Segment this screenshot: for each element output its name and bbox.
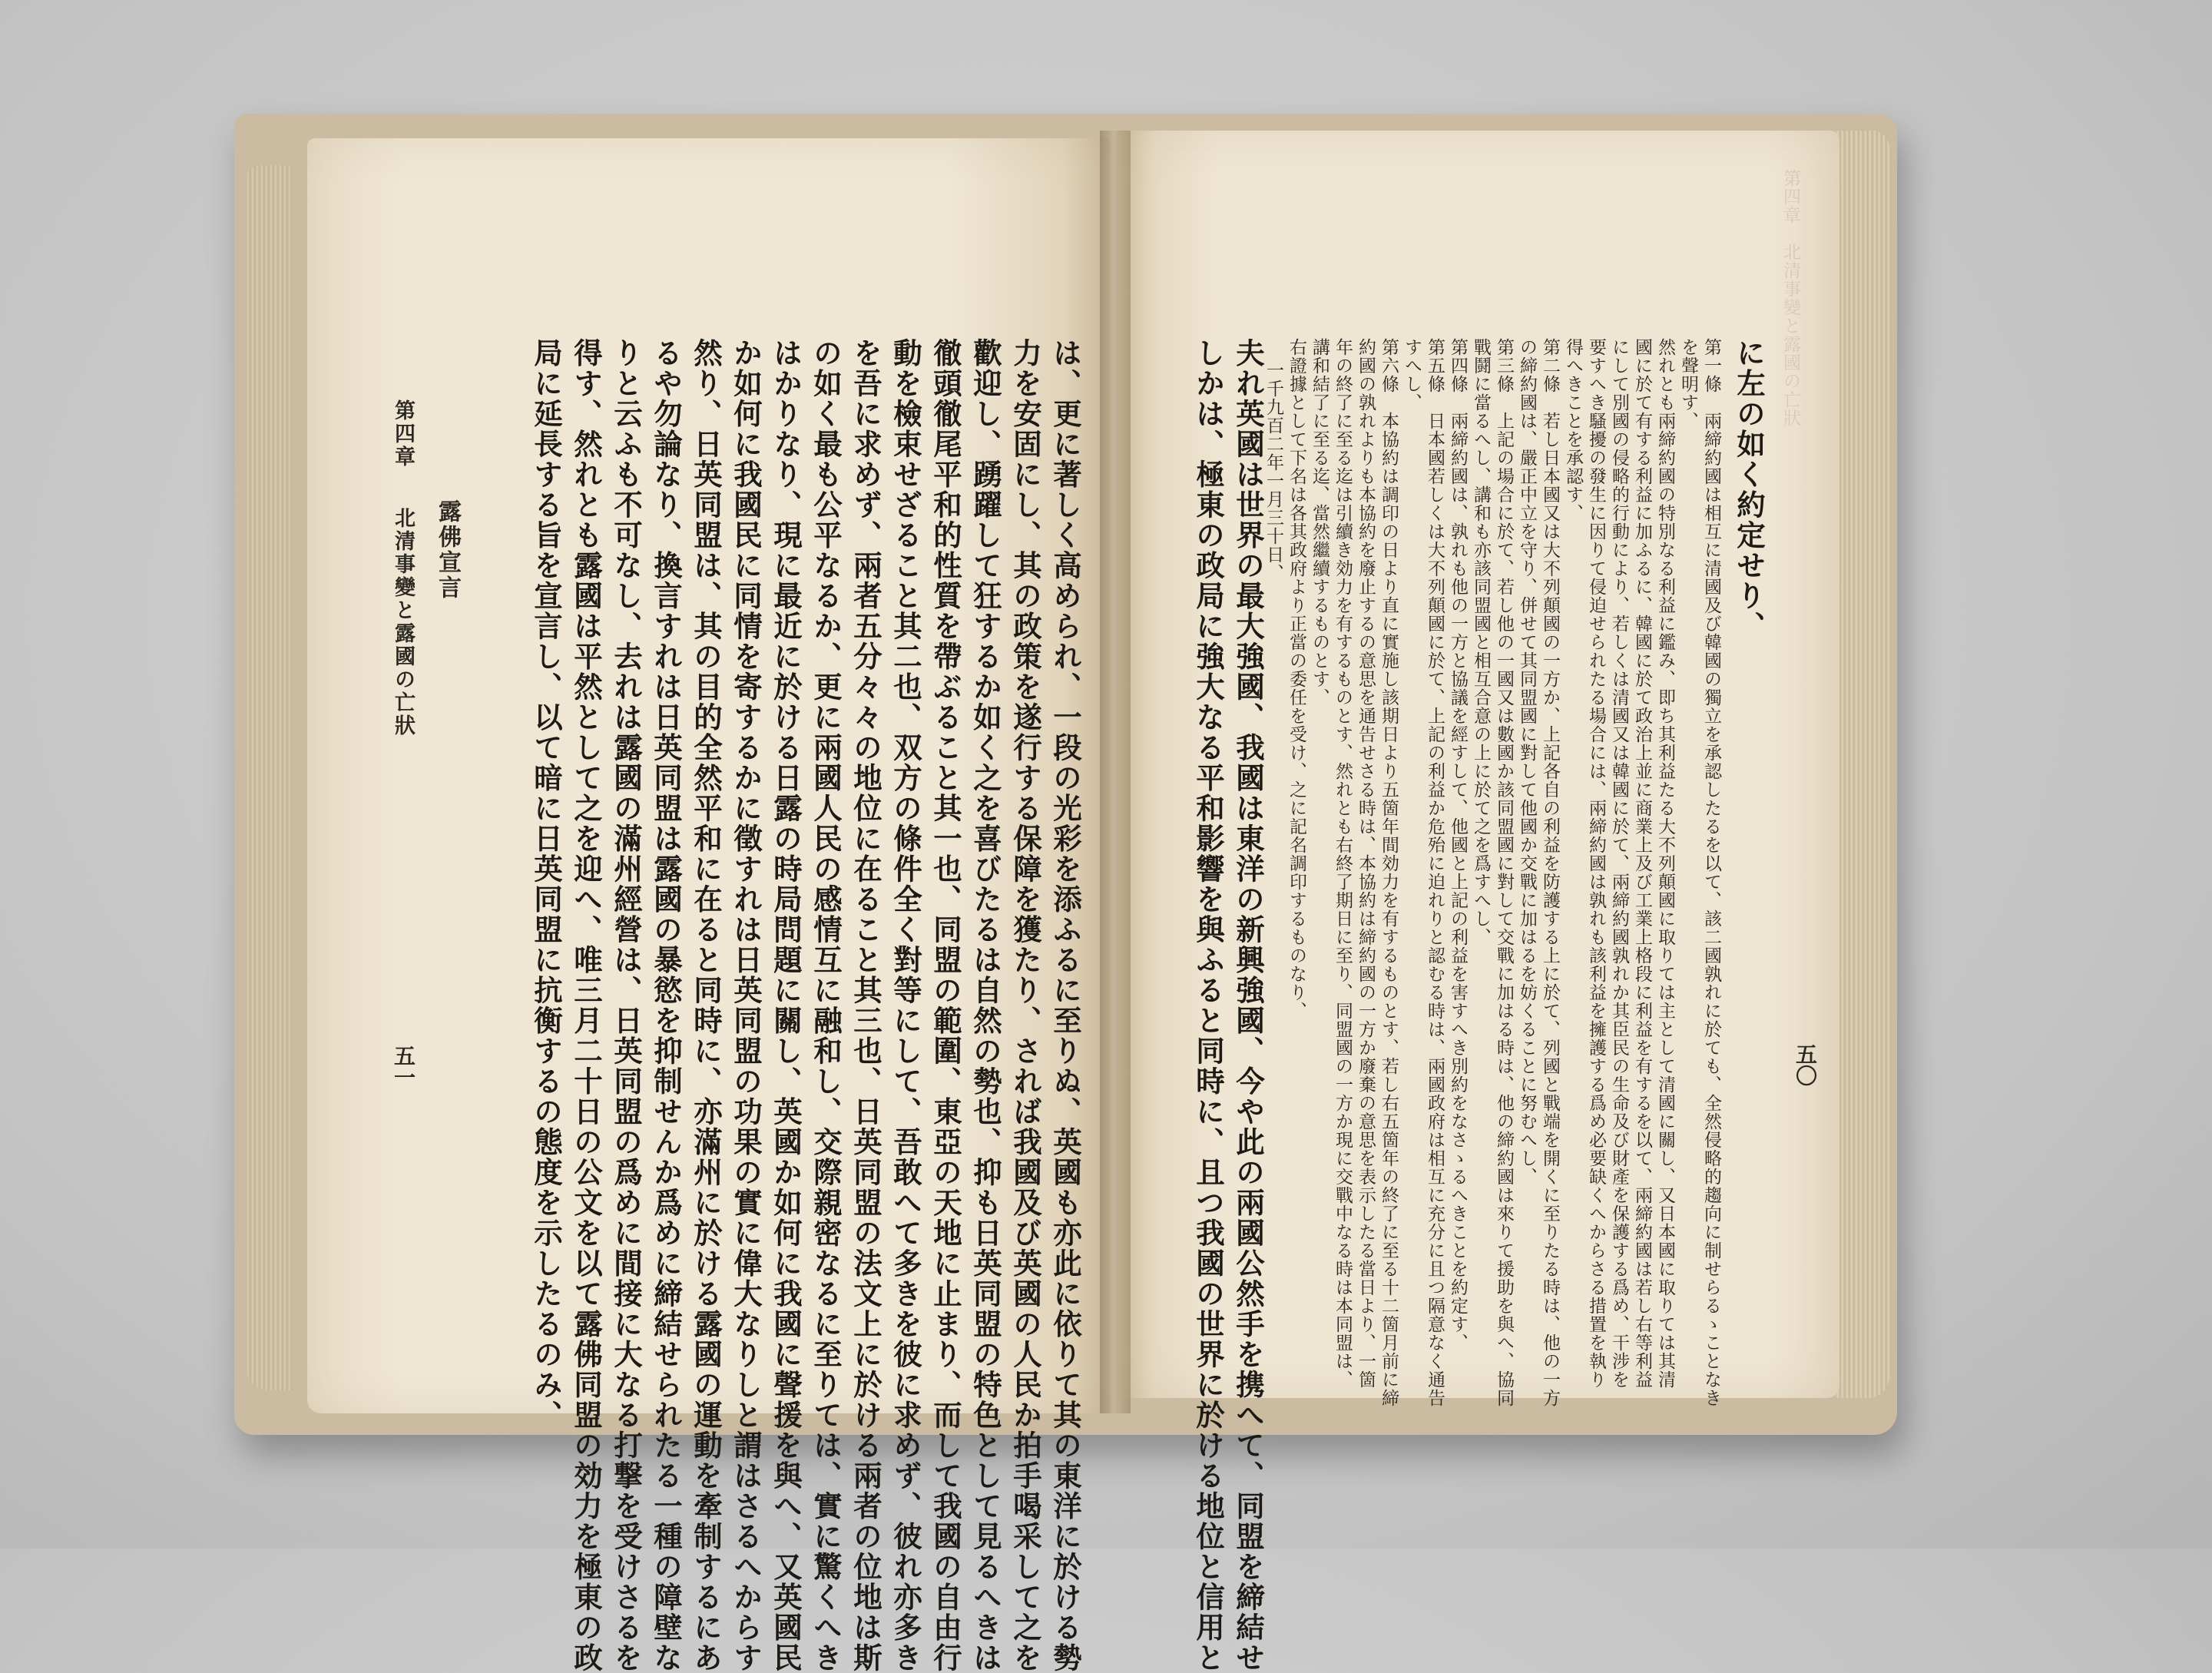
right-treaty-column: 國に於て有する利益に加ふるに、韓國に於て政治上並に商業上及び工業上格段に利益を有するを以て、兩締約國は若し右等利益 [1632,338,1652,1389]
right-treaty-column: 第二條 若し日本國又は大不列顛國の一方か、上記各自の利益を防護する上に於て、列國と戰端を開くに至りたる時は、他の一方 [1540,338,1560,1407]
left-body-column: 歡迎し、踴躍して狂するか如く之を喜びたるは自然の勢也、抑も日英同盟の特色として見るへきは [969,338,1002,1673]
left-body-column: 然り、日英同盟は、其の目的全然平和に在ると同時に、亦滿州に於ける露國の運動を牽制するにあ [689,338,723,1673]
left-section-title: 露佛宣言 [434,499,461,601]
right-treaty-column: 第五條 日本國若しくは大不列顛國に於て、上記の利益か危殆に迫れりと認むる時は、兩國政府は相互に充分に且つ隔意なく通告 [1425,338,1445,1407]
right-page-number: 五〇 [1793,1043,1818,1086]
right-treaty-column: 約國の孰れよりも本協約を廢止するの意思を通告せさる時は、本協約は締約國の一方か廢棄の意思を表示したる當日より、一箇 [1356,338,1376,1389]
right-treaty-column: 講和結了に至る迄、當然繼續するものとす、 [1310,338,1330,707]
left-running-header-chapter: 第四章 [391,399,415,469]
right-treaty-column: 第三條 上記の場合に於て、若し他の一國又は數國か該同盟國に對して交戰に加はる時は、他の締約國は來りて援助を與へ、協同 [1494,338,1514,1407]
left-page-edges [246,165,292,1390]
left-body-column: りと云ふも不可なし、去れは露國の滿州經營は、日英同盟の爲めに間接に大なる打撃を受けさるを [609,338,643,1673]
left-body-column: 局に延長する旨を宣言し、以て暗に日英同盟に抗衡するの態度を示したるのみ、 [529,338,563,1430]
right-treaty-column: 年の終了に至る迄は引續き効力を有するものとす、然れとも右終了期日に至り、同盟國の一方か現に交戰中なる時は本同盟は、 [1333,338,1353,1389]
right-treaty-date: 一千九百二年一月三十日、 [1263,361,1283,582]
right-treaty-column: 得へきことを承認す、 [1563,338,1583,522]
right-treaty-column: 戰鬪に當るへし、講和も亦該同盟國と相互合意の上に於て之を爲すへし、 [1471,338,1491,946]
right-body-column: 夫れ英國は世界の最大強國、我國は東洋の新興強國、今や此の兩國公然手を携へて、同盟を締結せ [1231,338,1265,1673]
right-treaty-column: を聲明す、 [1678,338,1698,430]
right-treaty-column: にして別國の侵略的行動により、若しくは清國又は韓國に於て、兩締約國孰れか其臣民の生命及び財產を保護する爲め、干涉を [1609,338,1629,1389]
right-treaty-column: 第六條 本協約は調印の日より直に實施し該期日より五箇年間効力を有するものとす、若し右五箇年の終了に至る十二箇月前に締 [1379,338,1399,1407]
left-body-column: の如く最も公平なるか、更に兩國人民の感情互に融和し、交際親密なるに至りては、實に驚くへき [809,338,843,1673]
right-body-column: しかは、極東の政局に強大なる平和影響を與ふると同時に、且つ我國の世界に於ける地位と信用と [1191,338,1225,1673]
left-body-column: を吾に求めず、兩者五分々々の地位に在ること其三也、日英同盟の法文上に於ける兩者の位地は斯 [849,338,882,1673]
book-gutter [1100,131,1131,1413]
left-body-column: は、更に著しく高められ、一段の光彩を添ふるに至りぬ、英國も亦此に依りて其の東洋に於ける勢 [1048,338,1082,1673]
right-treaty-column: 第一條 兩締約國は相互に清國及び韓國の獨立を承認したるを以て、該二國孰れに於ても、全然侵略的趨向に制せらるゝことなき [1701,338,1721,1407]
right-treaty-column: 然れとも兩締約國の特別なる利益に鑑み、即ち其利益たる大不列顛國に取りては主として清國に關し、又日本國に取りては其清 [1655,338,1675,1389]
left-body-column: 力を安固にし、其の政策を遂行する保障を獲たり、されば我國及び英國の人民か拍手喝采して之を [1008,338,1042,1673]
right-page-edges [1836,131,1889,1398]
left-body-column: るや勿論なり、換言すれは日英同盟は露國の暴慾を抑制せんか爲めに締結せられたる一種の障壁な [649,338,683,1673]
right-treaty-column: すへし、 [1402,338,1422,412]
left-body-column: 動を檢束せざること其二也、双方の條件全く對等にして、吾敢へて多きを彼に求めず、彼れ亦多き [889,338,922,1673]
left-body-column: か如何に我國民に同情を寄するかに徵すれは日英同盟の功果の實に偉大なりしと謂はさるへからす [729,338,763,1673]
left-running-header-title: 北清事變と露國の亡狀 [391,507,415,737]
right-treaty-column: 第四條 兩締約國は、孰れも他の一方と協議を經すして、他國と上記の利益を害すへき別約をなさゝるへきことを約定す、 [1448,338,1468,1352]
right-treaty-column: 右證據として下名は各其政府より正當の委任を受け、之に記名調印するものなり、 [1286,338,1306,1020]
right-treaty-column: 要すへき騷擾の發生に因りて侵迫せられたる場合には、兩締約國は孰れも該利益を擁護する爲め必要缺くへからさる措置を執り [1586,338,1606,1389]
right-body-column: に左の如く約定せり、 [1732,338,1766,641]
right-treaty-column: の締約國は、嚴正中立を守り、併せて其同盟國に對して他國か交戰に加はるを妨くることに努むへし、 [1517,338,1537,1186]
left-page-number: 五一 [391,1045,416,1088]
left-body-column: 得す、然れとも露國は平然として之を迎へ、唯三月二十日の公文を以て露佛同盟の効力を極東の政 [569,338,603,1673]
left-body-column: 徹頭徹尾平和的性質を帶ぶること其一也、同盟の範圍、東亞の天地に止まり、而して我國の自由行 [929,338,962,1673]
left-body-column: はかりなり、現に最近に於ける日露の時局問題に關し、英國か如何に我國に聲援を與へ、又英國民 [769,338,803,1673]
